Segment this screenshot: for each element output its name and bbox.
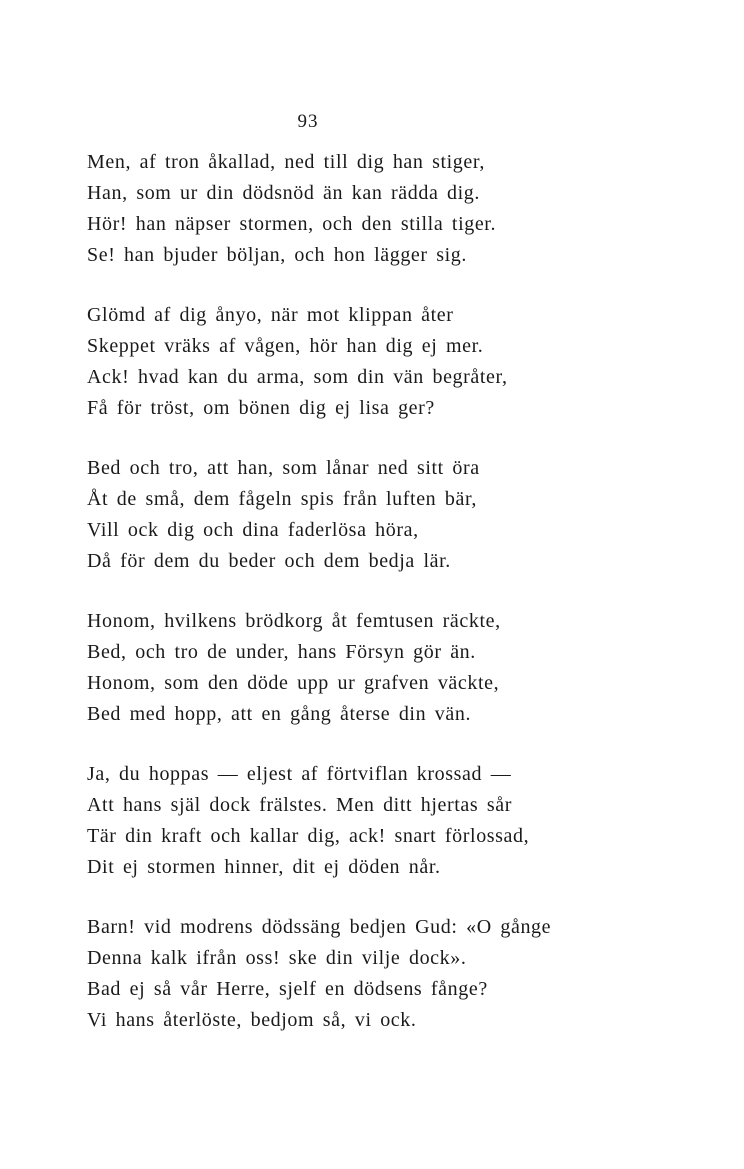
poem-line: Se! han bjuder böljan, och hon lägger sig. xyxy=(87,244,468,266)
poem-line: Vill ock dig och dina faderlösa höra, xyxy=(87,519,419,541)
poem-line: Bed och tro, att han, som lånar ned sitt öra xyxy=(87,457,480,479)
poem-line: Denna kalk ifrån oss! ske din vilje dock». xyxy=(87,947,467,969)
poem-line: Skeppet vräks af vågen, hör han dig ej mer. xyxy=(87,335,484,357)
poem-line: Att hans själ dock frälstes. Men ditt hjertas sår xyxy=(87,794,512,816)
stanza-2 xyxy=(87,300,727,424)
poem-line: Få för tröst, om bönen dig ej lisa ger? xyxy=(87,397,435,419)
stanza-4 xyxy=(87,606,727,730)
poem-line: Men, af tron åkallad, ned till dig han stiger, xyxy=(87,151,485,173)
poem-line: Bed med hopp, att en gång återse din vän. xyxy=(87,703,472,725)
poem-line: Hör! han näpser stormen, och den stilla tiger. xyxy=(87,213,497,235)
poem-line: Tär din kraft och kallar dig, ack! snart förlossad, xyxy=(87,825,530,847)
poem xyxy=(87,147,727,1065)
poem-line: Honom, hvilkens brödkorg åt femtusen räckte, xyxy=(87,610,501,632)
poem-line: Dit ej stormen hinner, dit ej döden når. xyxy=(87,856,441,878)
stanza-1 xyxy=(87,147,727,271)
stanza-6 xyxy=(87,912,727,1036)
poem-line: Honom, som den döde upp ur grafven väckte, xyxy=(87,672,500,694)
poem-line: Bad ej så vår Herre, sjelf en dödsens fånge? xyxy=(87,978,488,1000)
poem-line: Då för dem du beder och dem bedja lär. xyxy=(87,550,451,572)
poem-line: Åt de små, dem fågeln spis från luften bär, xyxy=(87,488,478,510)
poem-line: Vi hans återlöste, bedjom så, vi ock. xyxy=(87,1009,417,1031)
stanza-3 xyxy=(87,453,727,577)
poem-line: Bed, och tro de under, hans Försyn gör än. xyxy=(87,641,476,663)
poem-line: Glömd af dig ånyo, när mot klippan åter xyxy=(87,304,454,326)
poem-line: Han, som ur din dödsnöd än kan rädda dig. xyxy=(87,182,480,204)
page-number: 93 xyxy=(297,111,319,132)
poem-line: Ja, du hoppas — eljest af förtviflan krossad — xyxy=(87,763,512,785)
poem-line: Barn! vid modrens dödssäng bedjen Gud: «O gånge xyxy=(87,916,552,938)
poem-line: Ack! hvad kan du arma, som din vän begråter, xyxy=(87,366,508,388)
stanza-5 xyxy=(87,759,727,883)
